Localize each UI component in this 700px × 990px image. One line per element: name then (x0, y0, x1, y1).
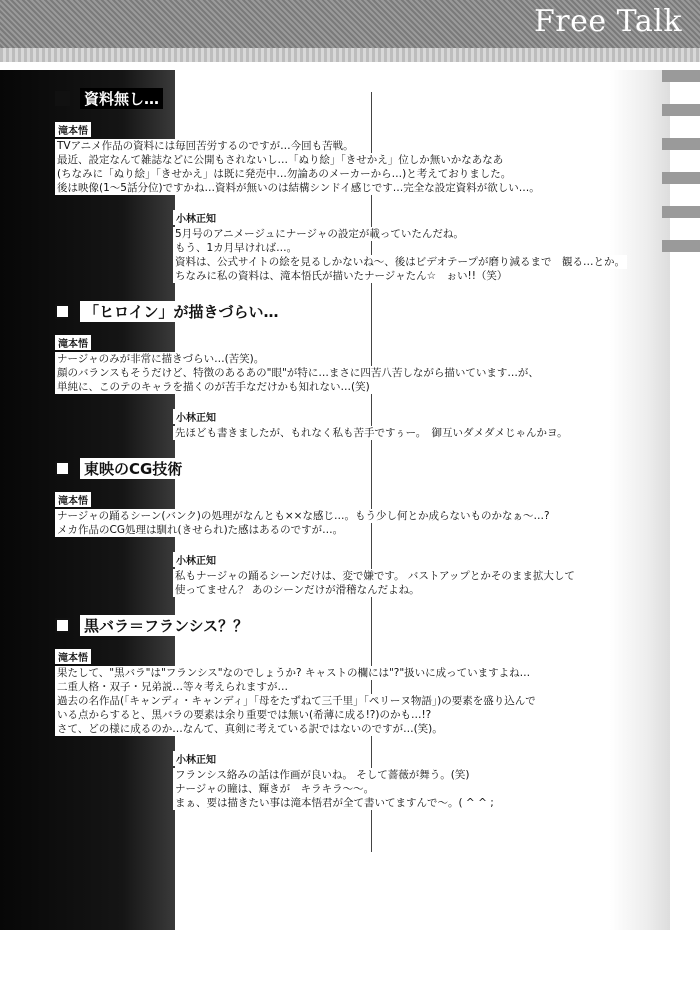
comment-line: ちなみに私の資料は、滝本悟氏が描いたナージャたん☆ ぉい!!（笑） (175, 270, 508, 282)
section-black-rose (55, 615, 615, 810)
comment-line: 後は映像(1〜5話分位)ですかね…資料が無いのは結構シンドイ感じです…完全な設定資料が欲しい…。 (57, 182, 540, 194)
section-toei-cg (55, 458, 615, 597)
comment-line: 私もナージャの踊るシーンだけは、変で嫌です。 バストアップとかそのまま拡大して (175, 570, 575, 582)
comment-line: 顔のバランスもそうだけど、特徴のあるあの"眼"が特に…まさに四苦八苦しながら描いています…が、 (57, 367, 539, 379)
section-heroine-hard-to-draw (55, 301, 615, 440)
speaker-label: 小林正知 (173, 409, 219, 424)
section-heading: 資料無し… (55, 88, 615, 109)
reply-block (173, 406, 615, 440)
comment-line: まぁ、要は描きたい事は滝本悟君が全て書いてますんで〜。( ^ ^ ; (175, 797, 494, 809)
free-talk-content (55, 88, 626, 828)
section-no-materials (55, 88, 626, 283)
square-bullet-icon (55, 304, 70, 319)
speaker-label: 小林正知 (173, 751, 219, 766)
reply-block (173, 207, 626, 283)
comment-line: メカ作品のCG処理は馴れ(きせられ)た感はあるのですが…。 (57, 524, 344, 536)
comment-line: いる点からすると、黒バラの要素は余り重要では無い(希薄に成る!?)のかも…!? (57, 709, 432, 721)
comment-line: (ちなみに「ぬり絵」「きせかえ」は既に発売中…勿論あのメーカーから…)と考えておりました。 (57, 168, 512, 180)
reply-block (173, 748, 615, 810)
comment-block (55, 332, 615, 394)
speaker-label: 小林正知 (173, 210, 219, 225)
comment-block (55, 119, 615, 195)
tab-mark (662, 70, 700, 82)
tab-mark (662, 240, 700, 252)
comment-line: 5月号のアニメージュにナージャの設定が載っていたんだね。 (175, 228, 464, 240)
tab-mark (662, 104, 700, 116)
speaker-label: 滝本悟 (55, 649, 91, 664)
speaker-label: 滝本悟 (55, 122, 91, 137)
comment-line: 果たして、"黒バラ"は"フランシス"なのでしょうか? キャストの欄には"?"扱いに成っていますよね… (57, 667, 531, 679)
reply-block (173, 549, 615, 597)
section-heading: 「ヒロイン」が描きづらい… (55, 301, 615, 322)
section-heading: 東映のCG技術 (55, 458, 615, 479)
header-band (0, 48, 700, 62)
comment-line: 使ってません？ あのシーンだけが滑稽なんだよね。 (175, 584, 420, 596)
comment-line: さて、どの様に成るのか…なんて、真剣に考えている訳ではないのですが…(笑)。 (57, 723, 443, 735)
square-bullet-icon (55, 461, 70, 476)
speaker-label: 小林正知 (173, 552, 219, 567)
comment-line: 過去の名作品(「キャンディ・キャンディ」「母をたずねて三千里」「ペリーヌ物語」)の要素を盛り込んで (57, 695, 536, 707)
tab-mark (662, 206, 700, 218)
speaker-label: 滝本悟 (55, 492, 91, 507)
comment-block (55, 646, 615, 736)
comment-line: ナージャのみが非常に描きづらい…(苦笑)。 (57, 353, 265, 365)
comment-line: 資料は、公式サイトの絵を見るしかないね〜、後はビデオテープが磨り減るまで 観る…とか。 (175, 256, 626, 268)
comment-line: ナージャの踊るシーン(バンク)の処理がなんとも××な感じ…。もう少し何とか成らないものかなぁ〜…? (57, 510, 550, 522)
square-bullet-icon (55, 91, 70, 106)
page-title: Free Talk (533, 4, 682, 39)
comment-line: 二重人格・双子・兄弟説…等々考えられますが… (57, 681, 288, 693)
page-header (0, 0, 700, 58)
right-decoration (610, 70, 670, 930)
speaker-label: 滝本悟 (55, 335, 91, 350)
tab-mark (662, 138, 700, 150)
comment-line: 最近、設定なんて雑誌などに公開もされないし…「ぬり絵」「きせかえ」位しか無いかなあなあ (57, 154, 504, 166)
comment-line: フランシス絡みの話は作画が良いね。 そして薔薇が舞う。(笑) (175, 769, 470, 781)
right-tab-marks (662, 70, 700, 274)
tab-mark (662, 172, 700, 184)
comment-line: 先ほども書きましたが、もれなく私も苦手ですぅー。 御互いダメダメじゃんかヨ。 (175, 427, 568, 439)
comment-line: もう、1カ月早ければ…。 (175, 242, 298, 254)
comment-line: 単純に、このテのキャラを描くのが苦手なだけかも知れない…(笑) (57, 381, 370, 393)
comment-line: TVアニメ作品の資料には毎回苦労するのですが…今回も苦戦。 (57, 140, 354, 152)
comment-block (55, 489, 615, 537)
square-bullet-icon (55, 618, 70, 633)
section-heading: 黒バラ＝フランシス？？ (55, 615, 615, 636)
comment-line: ナージャの瞳は、輝きが キラキラ〜〜。 (175, 783, 375, 795)
